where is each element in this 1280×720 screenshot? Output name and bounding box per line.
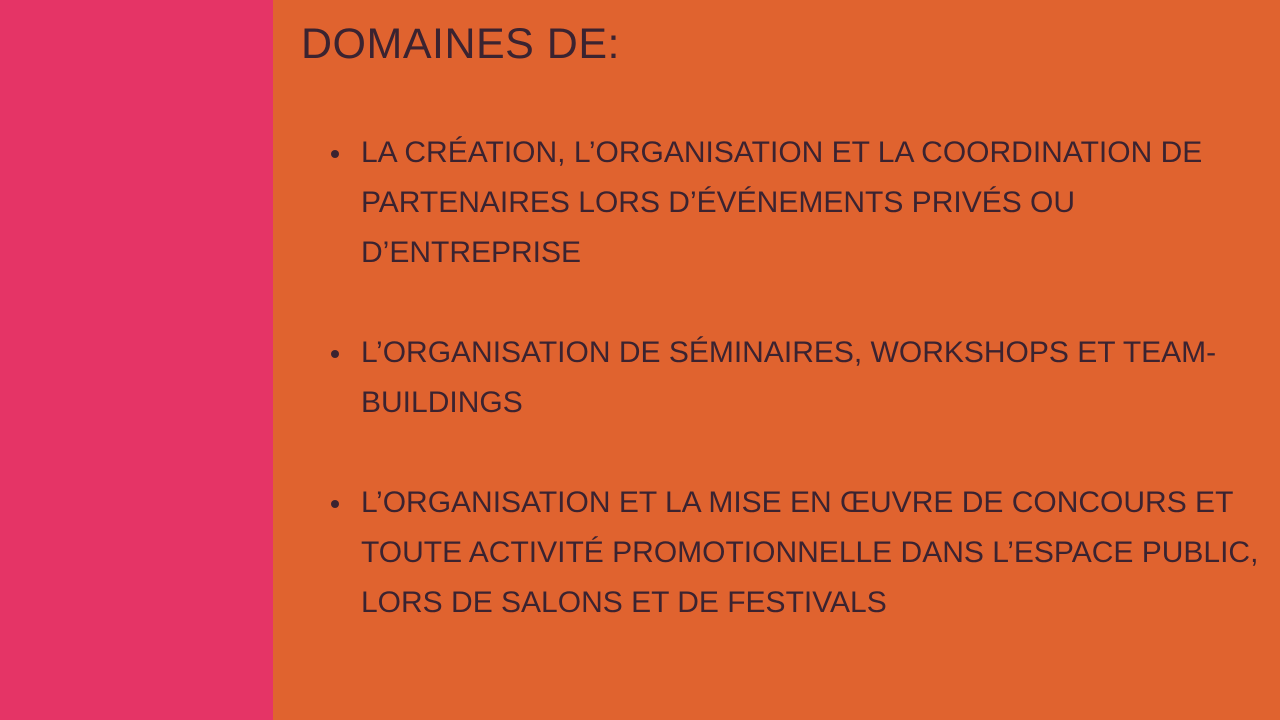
bullet-item [323, 478, 1263, 628]
bullet-dot-icon [331, 350, 339, 358]
bullet-text: L’ORGANISATION ET LA MISE EN ŒUVRE DE CONCOURS ET TOUTE ACTIVITÉ PROMOTIONNELLE DANS L’ESPACE PUBLIC, LORS DE SALONS ET DE FESTIVALS [361, 486, 1259, 619]
bullet-dot-icon [331, 500, 339, 508]
bullet-item [323, 328, 1263, 428]
bullet-list [323, 128, 1263, 678]
bullet-dot-icon [331, 150, 339, 158]
side-color-panel [0, 0, 273, 720]
bullet-text: LA CRÉATION, L’ORGANISATION ET LA COORDINATION DE PARTENAIRES LORS D’ÉVÉNEMENTS PRIVÉS OU D’ENTREPRISE [361, 136, 1203, 269]
bullet-text: L’ORGANISATION DE SÉMINAIRES, WORKSHOPS ET TEAM-BUILDINGS [361, 336, 1217, 419]
slide-title: DOMAINES DE: [301, 20, 620, 68]
bullet-item [323, 128, 1263, 278]
slide-content [273, 0, 1280, 720]
